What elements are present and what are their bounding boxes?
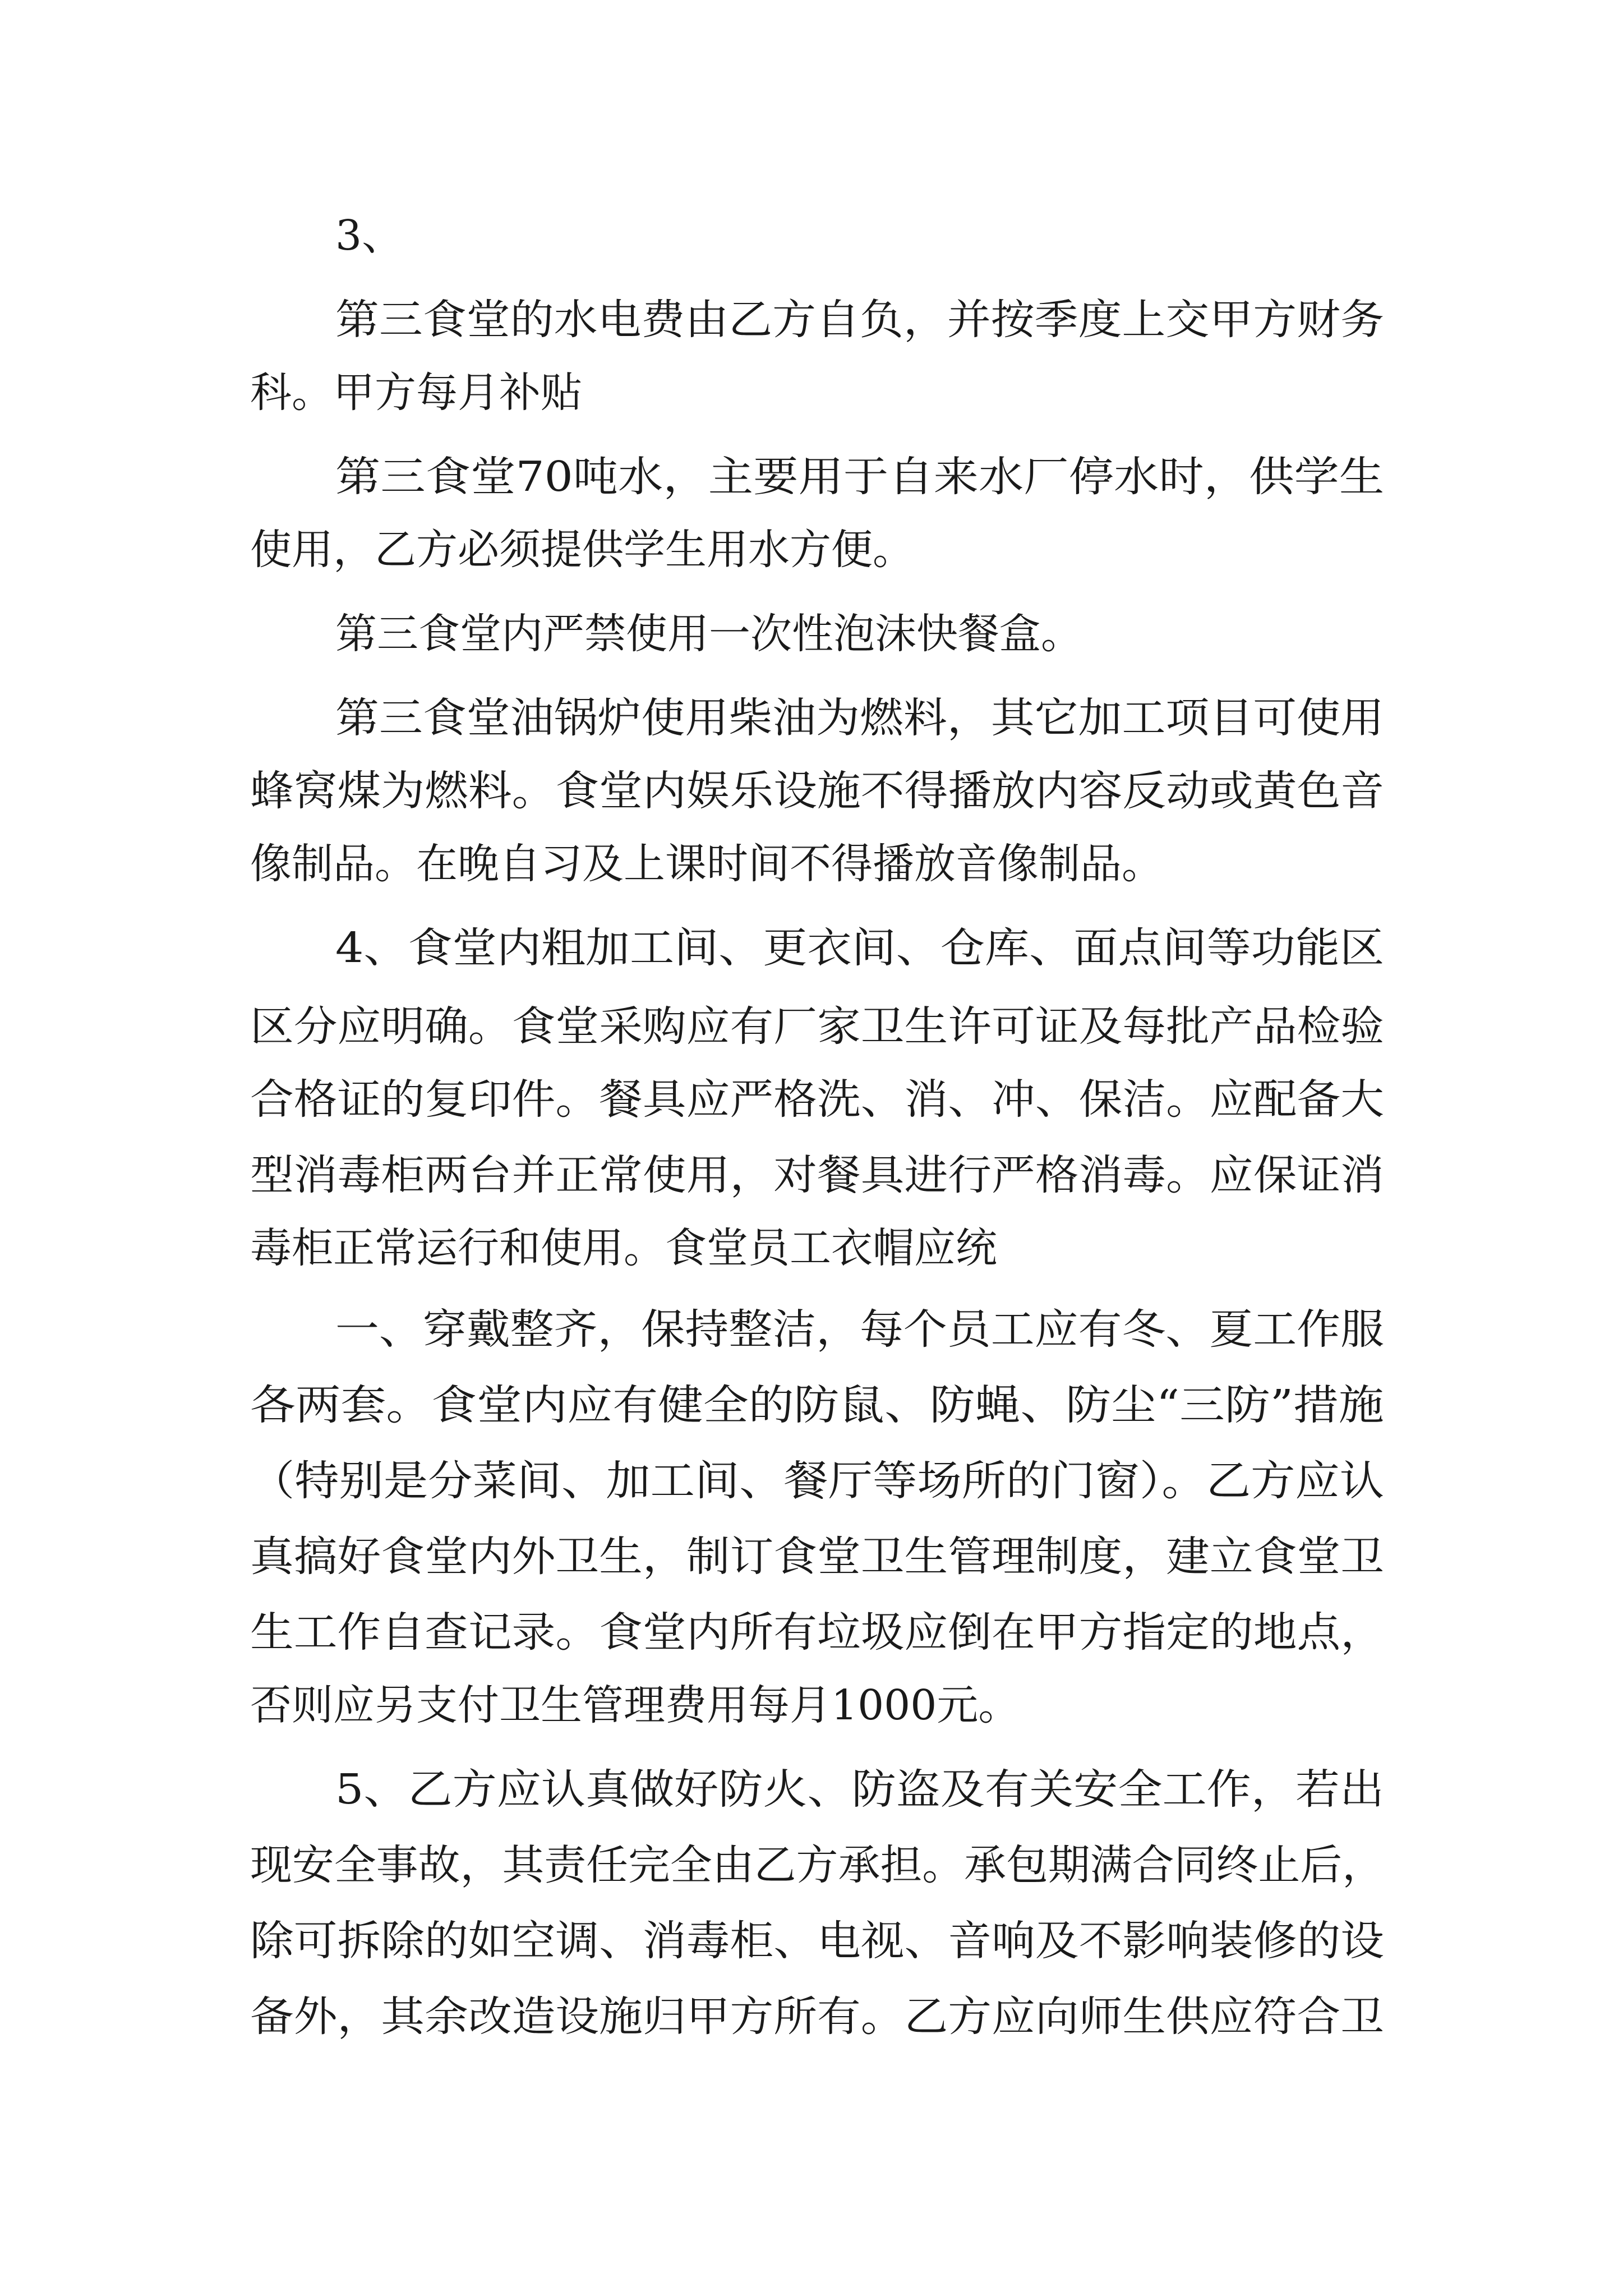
text-line-8: 蜂窝煤为燃料。食堂内娱乐设施不得播放内容反动或黄色音 bbox=[250, 767, 1384, 815]
text-line-19: 生工作自查记录。食堂内所有垃圾应倒在甲方指定的地点， bbox=[250, 1608, 1384, 1657]
text-line-10: 4、食堂内粗加工间、更衣间、仓库、面点间等功能区 bbox=[335, 924, 1385, 972]
text-line-17: （特别是分菜间、加工间、餐厅等场所的门窗）。乙方应认 bbox=[250, 1457, 1384, 1505]
text-line-18: 真搞好食堂内外卫生，制订食堂卫生管理制度，建立食堂卫 bbox=[250, 1533, 1384, 1581]
text-line-2: 第三食堂的水电费由乙方自负，并按季度上交甲方财务 bbox=[335, 296, 1384, 344]
text-line-20: 否则应另支付卫生管理费用每月1000元。 bbox=[250, 1681, 1020, 1729]
text-line-23: 除可拆除的如空调、消毒柜、电视、音响及不影响装修的设 bbox=[250, 1917, 1384, 1965]
text-line-13: 型消毒柜两台并正常使用，对餐具进行严格消毒。应保证消 bbox=[250, 1151, 1384, 1199]
text-line-12: 合格证的复印件。餐具应严格洗、消、冲、保洁。应配备大 bbox=[250, 1075, 1384, 1124]
text-line-3: 科。甲方每月补贴 bbox=[250, 369, 582, 417]
text-line-15: 一、穿戴整齐，保持整洁，每个员工应有冬、夏工作服 bbox=[335, 1305, 1384, 1354]
text-line-6: 第三食堂内严禁使用一次性泡沫快餐盒。 bbox=[335, 610, 1082, 658]
text-line-5: 使用，乙方必须提供学生用水方便。 bbox=[250, 526, 914, 574]
text-line-24: 备外，其余改造设施归甲方所有。乙方应向师生供应符合卫 bbox=[250, 1993, 1384, 2041]
text-line-11: 区分应明确。食堂采购应有厂家卫生许可证及每批产品检验 bbox=[250, 1002, 1384, 1051]
text-line-22: 现安全事故，其责任完全由乙方承担。承包期满合同终止后， bbox=[250, 1841, 1384, 1889]
text-line-1: 3、 bbox=[335, 211, 404, 260]
text-line-7: 第三食堂油锅炉使用柴油为燃料，其它加工项目可使用 bbox=[335, 694, 1384, 742]
text-line-9: 像制品。在晚自习及上课时间不得播放音像制品。 bbox=[250, 840, 1163, 888]
text-line-4: 第三食堂70吨水，主要用于自来水厂停水时，供学生 bbox=[335, 453, 1385, 501]
text-line-16: 各两套。食堂内应有健全的防鼠、防蝇、防尘“三防”措施 bbox=[250, 1381, 1384, 1429]
text-line-14: 毒柜正常运行和使用。食堂员工衣帽应统 bbox=[250, 1224, 997, 1272]
text-line-21: 5、乙方应认真做好防火、防盗及有关安全工作，若出 bbox=[335, 1765, 1385, 1814]
